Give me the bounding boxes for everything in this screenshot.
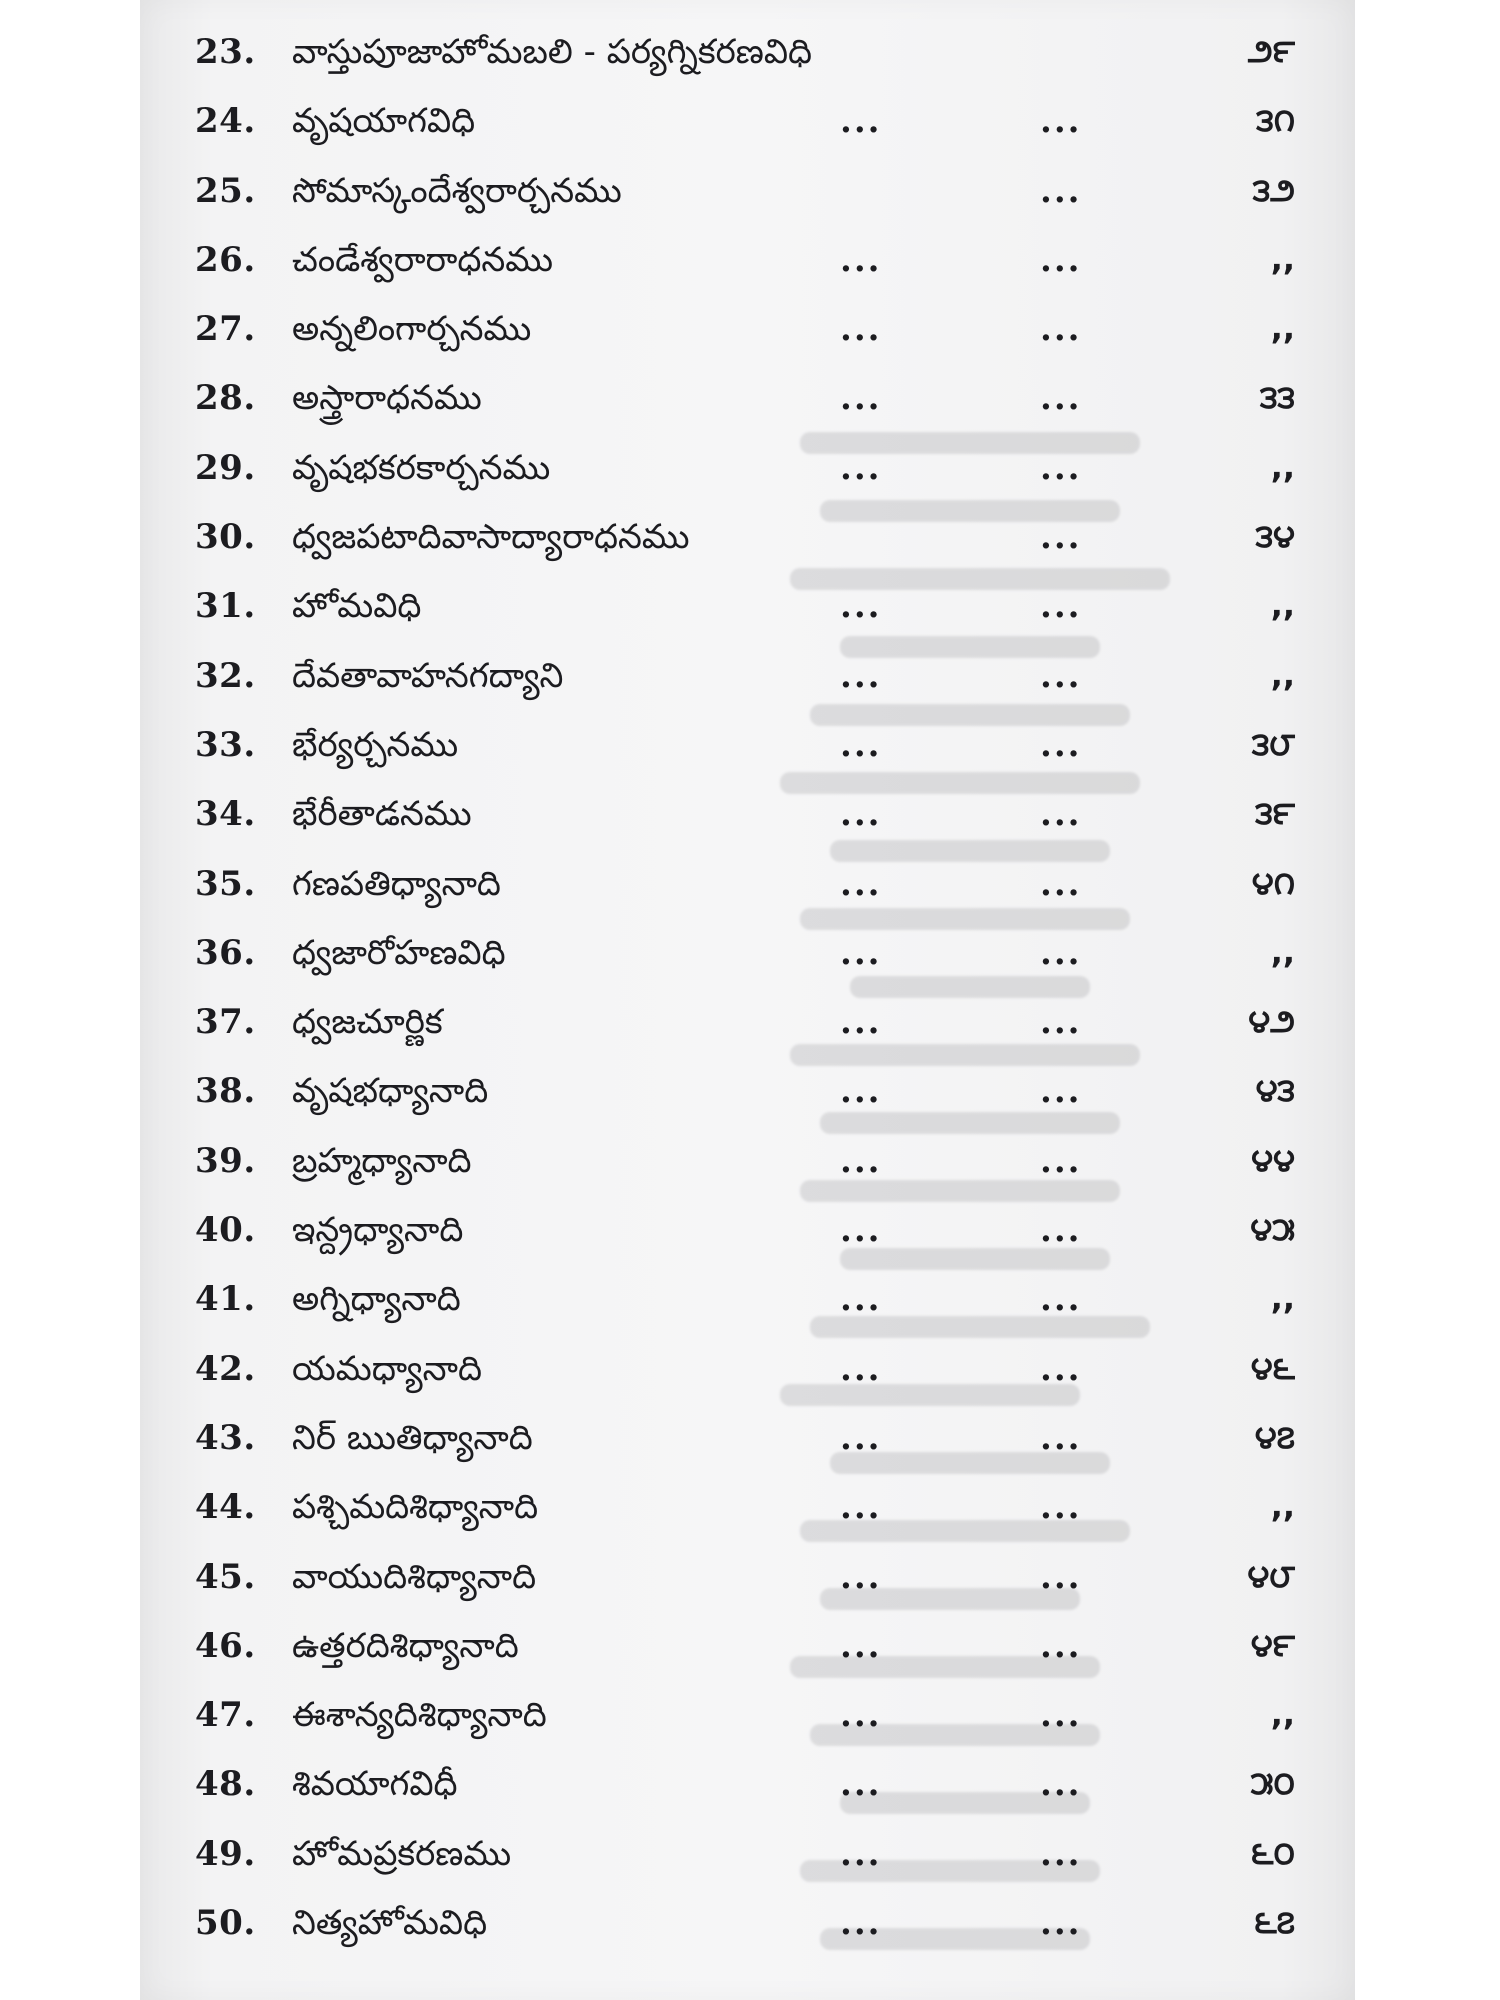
leader-dots: ... [1040, 586, 1082, 627]
leader-dots: ... [840, 1417, 882, 1458]
entry-page-number: ౫౦ [1250, 1764, 1295, 1803]
leader-dots: ... [840, 863, 882, 904]
leader-dots: ... [840, 447, 882, 488]
leader-dots: ... [1040, 1764, 1082, 1805]
entry-number: 24. [195, 101, 256, 142]
leader-dots: ... [840, 1487, 882, 1528]
leader-dots: ... [840, 378, 882, 419]
book-page [140, 0, 1355, 2000]
entry-page-number: ౩౪ [1255, 517, 1295, 556]
toc-entry [140, 1412, 1355, 1481]
leader-dots: ... [840, 794, 882, 835]
entry-page-number: ౨౯ [1247, 32, 1295, 70]
entry-title: శివయాగవిధీ [292, 1764, 458, 1805]
leader-dots: ... [1040, 309, 1082, 350]
toc-entry [140, 1273, 1355, 1342]
entry-page-number: ,, [1270, 586, 1295, 625]
leader-dots: ... [1040, 1487, 1082, 1528]
entry-number: 44. [195, 1487, 256, 1528]
leader-dots: ... [840, 1695, 882, 1736]
leader-dots: ... [840, 1903, 882, 1944]
entry-title: హోమప్రకరణము [292, 1833, 512, 1874]
leader-dots: ... [1040, 378, 1082, 419]
toc-entry [140, 1481, 1355, 1550]
leader-dots: ... [840, 586, 882, 627]
entry-number: 45. [195, 1556, 256, 1597]
entry-title: ఇన్ద్రధ్యానాది [292, 1210, 464, 1251]
toc-entry [140, 442, 1355, 511]
toc-entry [140, 95, 1355, 164]
entry-page-number: ,, [1270, 239, 1295, 278]
entry-number: 30. [195, 517, 256, 558]
leader-dots: ... [1040, 1140, 1082, 1181]
leader-dots: ... [1040, 170, 1082, 211]
entry-title: వాస్తుపూజాహోమబలి - పర్యగ్నికరణవిధి [292, 32, 813, 72]
entry-number: 42. [195, 1348, 256, 1389]
toc-entry [140, 234, 1355, 303]
toc-entry [140, 165, 1355, 234]
entry-title: ధ్వజచూర్ణిక [292, 1002, 443, 1043]
entry-title: భేరీతాడనము [292, 794, 472, 835]
entry-number: 39. [195, 1140, 256, 1181]
toc-entry [140, 788, 1355, 857]
entry-title: ధ్వజపటాదివాసాద్యారాధనము [292, 517, 690, 558]
leader-dots: ... [1040, 932, 1082, 973]
leader-dots: ... [1040, 1695, 1082, 1736]
entry-number: 37. [195, 1002, 256, 1043]
entry-page-number: ,, [1270, 309, 1295, 348]
entry-page-number: ౪౪ [1251, 1140, 1295, 1179]
entry-number: 36. [195, 932, 256, 973]
entry-page-number: ,, [1270, 1279, 1295, 1318]
toc-entry [140, 1135, 1355, 1204]
entry-page-number: ౩౩ [1260, 378, 1295, 417]
leader-dots: ... [1040, 1279, 1082, 1320]
leader-dots: ... [1040, 724, 1082, 765]
leader-dots: ... [1040, 1903, 1082, 1944]
entry-number: 41. [195, 1279, 256, 1320]
leader-dots: ... [1040, 1625, 1082, 1666]
entry-title: భేర్యర్చనము [292, 724, 459, 765]
table-of-contents [140, 26, 1355, 1966]
entry-title: సోమాస్కందేశ్వరార్చనము [292, 170, 622, 211]
leader-dots: ... [1040, 1556, 1082, 1597]
entry-number: 33. [195, 724, 256, 765]
entry-title: అన్నలింగార్చనము [292, 309, 532, 350]
entry-title: ఈశాన్యదిశిధ్యానాది [292, 1695, 547, 1736]
toc-entry [140, 1204, 1355, 1273]
toc-entry [140, 1620, 1355, 1689]
toc-entry [140, 1758, 1355, 1827]
leader-dots: ... [840, 724, 882, 765]
entry-number: 50. [195, 1903, 256, 1944]
leader-dots: ... [1040, 1417, 1082, 1458]
leader-dots: ... [840, 1140, 882, 1181]
toc-entry [140, 1828, 1355, 1897]
leader-dots: ... [1040, 655, 1082, 696]
entry-number: 35. [195, 863, 256, 904]
toc-entry [140, 996, 1355, 1065]
entry-number: 32. [195, 655, 256, 696]
entry-number: 38. [195, 1071, 256, 1112]
entry-page-number: ౪౧ [1251, 863, 1295, 902]
entry-page-number: ,, [1270, 1695, 1295, 1734]
entry-page-number: ,, [1270, 932, 1295, 971]
leader-dots: ... [840, 655, 882, 696]
toc-entry [140, 1897, 1355, 1966]
entry-title: నిత్యహోమవిధి [292, 1903, 488, 1944]
entry-title: పశ్చిమదిశిధ్యానాది [292, 1487, 539, 1528]
leader-dots: ... [1040, 1210, 1082, 1251]
toc-entry [140, 1551, 1355, 1620]
entry-title: ఉత్తరదిశిధ్యానాది [292, 1625, 519, 1666]
leader-dots: ... [1040, 239, 1082, 280]
entry-page-number: ,, [1270, 447, 1295, 486]
entry-title: నిర్ ఋతిధ్యానాది [292, 1417, 533, 1458]
entry-title: వృషభధ్యానాది [292, 1071, 489, 1112]
toc-entry [140, 511, 1355, 580]
entry-number: 27. [195, 309, 256, 350]
entry-title: వృషయాగవిధి [292, 101, 476, 142]
entry-title: గణపతిధ్యానాది [292, 863, 501, 904]
leader-dots: ... [840, 1625, 882, 1666]
leader-dots: ... [840, 1279, 882, 1320]
entry-number: 31. [195, 586, 256, 627]
entry-number: 46. [195, 1625, 256, 1666]
leader-dots: ... [1040, 517, 1082, 558]
toc-entry [140, 1689, 1355, 1758]
leader-dots: ... [840, 1071, 882, 1112]
entry-number: 49. [195, 1833, 256, 1874]
leader-dots: ... [1040, 1833, 1082, 1874]
toc-entry [140, 650, 1355, 719]
entry-title: వృషభకరకార్చనము [292, 447, 551, 488]
entry-page-number: ౪౯ [1250, 1625, 1295, 1664]
entry-number: 25. [195, 170, 256, 211]
entry-page-number: ౪౨ [1248, 1002, 1295, 1041]
leader-dots: ... [1040, 1348, 1082, 1389]
toc-entry [140, 372, 1355, 441]
entry-page-number: ,, [1270, 655, 1295, 694]
entry-page-number: ౪౬ [1250, 1348, 1295, 1387]
leader-dots: ... [840, 1210, 882, 1251]
toc-entry [140, 858, 1355, 927]
toc-entry [140, 1343, 1355, 1412]
toc-entry [140, 580, 1355, 649]
entry-title: హోమవిధి [292, 586, 422, 627]
entry-page-number: ౩౧ [1256, 101, 1295, 140]
entry-page-number: ౪౮ [1247, 1556, 1295, 1595]
leader-dots: ... [840, 1002, 882, 1043]
leader-dots: ... [840, 1348, 882, 1389]
leader-dots: ... [840, 1764, 882, 1805]
entry-title: అస్త్రారాధనము [292, 378, 482, 419]
toc-entry [140, 303, 1355, 372]
entry-page-number: ౩౨ [1252, 170, 1295, 209]
entry-page-number: ౩౮ [1251, 724, 1295, 763]
toc-entry [140, 927, 1355, 996]
entry-page-number: ౪౩ [1255, 1071, 1295, 1110]
entry-page-number: ౬౭ [1254, 1903, 1295, 1942]
entry-number: 28. [195, 378, 256, 419]
entry-number: 43. [195, 1417, 256, 1458]
entry-number: 48. [195, 1764, 256, 1805]
entry-page-number: ౬౦ [1251, 1833, 1295, 1872]
entry-title: చండేశ్వరారాధనము [292, 239, 554, 280]
leader-dots: ... [1040, 1002, 1082, 1043]
entry-title: బ్రహ్మధ్యానాది [292, 1140, 472, 1181]
entry-title: యమధ్యానాది [292, 1348, 482, 1389]
toc-entry [140, 719, 1355, 788]
entry-title: ధ్వజారోహణవిధి [292, 932, 506, 973]
leader-dots: ... [1040, 447, 1082, 488]
toc-entry [140, 26, 1355, 95]
entry-title: అగ్నిధ్యానాది [292, 1279, 461, 1320]
toc-entry [140, 1065, 1355, 1134]
entry-number: 23. [195, 32, 256, 72]
entry-number: 29. [195, 447, 256, 488]
leader-dots: ... [840, 1556, 882, 1597]
leader-dots: ... [1040, 794, 1082, 835]
entry-page-number: ,, [1270, 1487, 1295, 1526]
entry-number: 34. [195, 794, 256, 835]
entry-number: 40. [195, 1210, 256, 1251]
entry-number: 47. [195, 1695, 256, 1736]
leader-dots: ... [840, 101, 882, 142]
entry-number: 26. [195, 239, 256, 280]
entry-page-number: ౪౫ [1250, 1210, 1295, 1249]
leader-dots: ... [1040, 101, 1082, 142]
entry-title: వాయుదిశిధ్యానాది [292, 1556, 537, 1597]
leader-dots: ... [1040, 863, 1082, 904]
entry-page-number: ౩౯ [1255, 794, 1295, 833]
entry-title: దేవతావాహనగద్యాని [292, 655, 564, 696]
entry-page-number: ౪౭ [1254, 1417, 1295, 1456]
leader-dots: ... [840, 239, 882, 280]
leader-dots: ... [1040, 1071, 1082, 1112]
leader-dots: ... [840, 1833, 882, 1874]
leader-dots: ... [840, 932, 882, 973]
leader-dots: ... [840, 309, 882, 350]
